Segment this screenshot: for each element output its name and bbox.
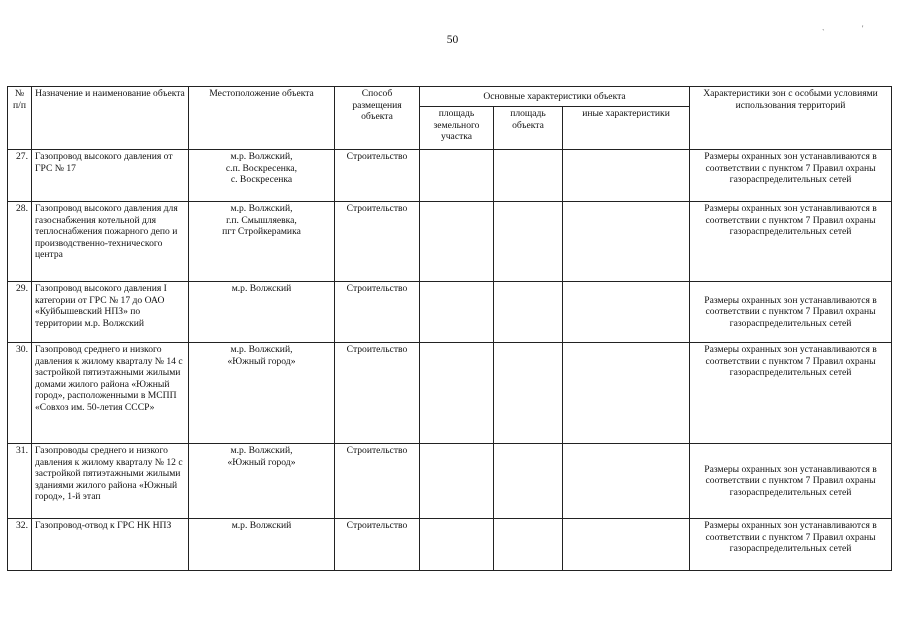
table-row bbox=[8, 444, 892, 519]
row-zone: Размеры охранных зон устанавливаются в соответствии с пунктом 7 Правил охраны газораспределительных сетей bbox=[690, 202, 892, 282]
row-method: Строительство bbox=[335, 519, 420, 571]
scan-artifact: ' bbox=[862, 24, 864, 33]
row-location: м.р. Волжский bbox=[189, 519, 335, 571]
row-location: м.р. Волжский, «Южный город» bbox=[189, 343, 335, 444]
header-method: Способ размещения объекта bbox=[335, 87, 420, 150]
row-object-area bbox=[494, 444, 563, 519]
scan-artifact: ` bbox=[822, 28, 825, 37]
row-name: Газопровод высокого давления для газоснабжения котельной для теплоснабжения пожарного депо и производственно-технического центра bbox=[32, 202, 189, 282]
row-name: Газопровод среднего и низкого давления к жилому кварталу № 14 с застройкой пятиэтажными жилыми домами жилого района «Южный город», расположенными в МСПП «Совхоз им. 50-летия СССР» bbox=[32, 343, 189, 444]
row-other-characteristics bbox=[563, 202, 690, 282]
row-zone: Размеры охранных зон устанавливаются в соответствии с пунктом 7 Правил охраны газораспределительных сетей bbox=[690, 343, 892, 444]
header-num: № п/п bbox=[8, 87, 32, 150]
row-other-characteristics bbox=[563, 519, 690, 571]
row-location: м.р. Волжский bbox=[189, 282, 335, 343]
row-object-area bbox=[494, 519, 563, 571]
row-land-area bbox=[420, 202, 494, 282]
objects-table bbox=[7, 86, 892, 571]
row-other-characteristics bbox=[563, 282, 690, 343]
row-zone: Размеры охранных зон устанавливаются в соответствии с пунктом 7 Правил охраны газораспределительных сетей bbox=[690, 444, 892, 519]
row-zone: Размеры охранных зон устанавливаются в соответствии с пунктом 7 Правил охраны газораспределительных сетей bbox=[690, 519, 892, 571]
row-num: 29. bbox=[8, 282, 32, 343]
row-object-area bbox=[494, 202, 563, 282]
row-name: Газопроводы среднего и низкого давления к жилому кварталу № 12 с застройкой пятиэтажными жилыми зданиями жилого района «Южный город», 1-й этап bbox=[32, 444, 189, 519]
header-object-area: площадь объекта bbox=[494, 107, 563, 150]
table-row bbox=[8, 150, 892, 202]
row-location: м.р. Волжский, «Южный город» bbox=[189, 444, 335, 519]
header-other-characteristics: иные характеристики bbox=[563, 107, 690, 150]
row-method: Строительство bbox=[335, 343, 420, 444]
row-land-area bbox=[420, 444, 494, 519]
row-name: Газопровод высокого давления I категории от ГРС № 17 до ОАО «Куйбышевский НПЗ» по территории м.р. Волжский bbox=[32, 282, 189, 343]
row-num: 28. bbox=[8, 202, 32, 282]
row-method: Строительство bbox=[335, 282, 420, 343]
row-land-area bbox=[420, 343, 494, 444]
row-num: 27. bbox=[8, 150, 32, 202]
row-other-characteristics bbox=[563, 444, 690, 519]
row-name: Газопровод-отвод к ГРС НК НПЗ bbox=[32, 519, 189, 571]
row-num: 30. bbox=[8, 343, 32, 444]
row-other-characteristics bbox=[563, 150, 690, 202]
header-location: Местоположение объекта bbox=[189, 87, 335, 150]
row-zone: Размеры охранных зон устанавливаются в соответствии с пунктом 7 Правил охраны газораспределительных сетей bbox=[690, 282, 892, 343]
header-land-area: площадь земельного участка bbox=[420, 107, 494, 150]
row-location: м.р. Волжский, г.п. Смышляевка, пгт Стройкерамика bbox=[189, 202, 335, 282]
row-object-area bbox=[494, 150, 563, 202]
page-number: 50 bbox=[446, 34, 459, 46]
row-name: Газопровод высокого давления от ГРС № 17 bbox=[32, 150, 189, 202]
row-method: Строительство bbox=[335, 150, 420, 202]
row-method: Строительство bbox=[335, 444, 420, 519]
header-main-characteristics: Основные характеристики объекта bbox=[420, 87, 690, 107]
table-row bbox=[8, 282, 892, 343]
row-zone: Размеры охранных зон устанавливаются в соответствии с пунктом 7 Правил охраны газораспределительных сетей bbox=[690, 150, 892, 202]
table-row bbox=[8, 519, 892, 571]
row-num: 31. bbox=[8, 444, 32, 519]
row-num: 32. bbox=[8, 519, 32, 571]
row-object-area bbox=[494, 343, 563, 444]
row-land-area bbox=[420, 282, 494, 343]
header-row bbox=[8, 87, 892, 107]
row-land-area bbox=[420, 519, 494, 571]
header-name: Назначение и наименование объекта bbox=[32, 87, 189, 150]
row-other-characteristics bbox=[563, 343, 690, 444]
row-method: Строительство bbox=[335, 202, 420, 282]
header-zones: Характеристики зон с особыми условиями использования территорий bbox=[690, 87, 892, 150]
table-row bbox=[8, 343, 892, 444]
row-object-area bbox=[494, 282, 563, 343]
row-location: м.р. Волжский, с.п. Воскресенка, с. Воскресенка bbox=[189, 150, 335, 202]
row-land-area bbox=[420, 150, 494, 202]
table-row bbox=[8, 202, 892, 282]
